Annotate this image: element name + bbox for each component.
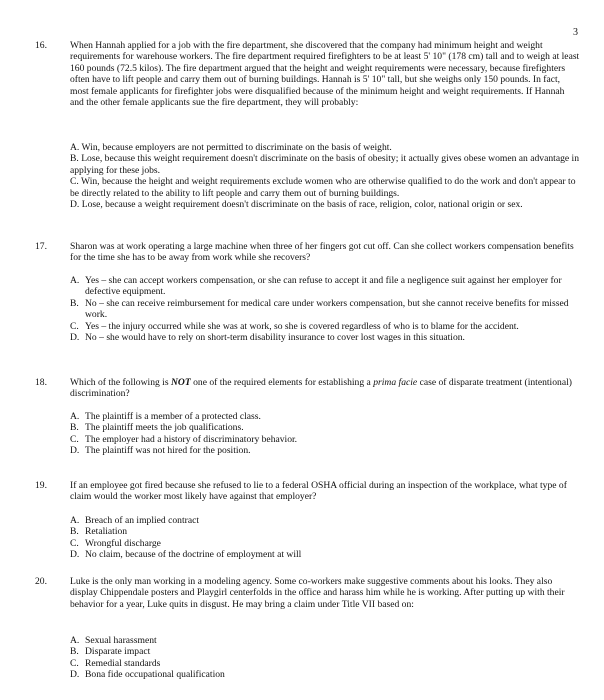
- option-letter: B.: [70, 526, 79, 538]
- option-letter: C.: [70, 320, 79, 332]
- question-stem: If an employee got fired because she refused to lie to a federal OSHA official during an inspection of the workplace, what type of claim would the worker most likely have against that employer?: [70, 480, 567, 503]
- option-b: [70, 646, 580, 657]
- option-a: A. Win, because employers are not permitted to discriminate on the basis of weight.: [70, 142, 392, 153]
- option-letter: C.: [70, 433, 79, 445]
- option-c: C. Win, because the height and weight requirements exclude women who are otherwise qualified to do the work and don't appear to be directly related to the ability to lift people and carry them out of burning buildings.: [70, 176, 576, 199]
- option-letter: B.: [70, 646, 79, 658]
- option-a: [70, 411, 580, 422]
- option-text: Yes – the injury occurred while she was at work, so she is covered regardless of who is to blame for the accident.: [85, 320, 519, 332]
- option-text: The plaintiff was not hired for the position.: [85, 445, 251, 457]
- options-list: [70, 411, 580, 457]
- option-a: [70, 515, 580, 526]
- option-b: [70, 526, 580, 537]
- question-number: 19.: [35, 480, 47, 491]
- option-a: [70, 275, 580, 298]
- option-letter: C.: [70, 537, 79, 549]
- option-text: No – she would have to rely on short-term disability insurance to cover lost wages in this situation.: [85, 332, 465, 344]
- question-number: 17.: [35, 241, 47, 252]
- stem-text: case of disparate treatment (intentional) discrimination?: [70, 377, 572, 400]
- options-list: [70, 142, 580, 210]
- option-text: Breach of an implied contract: [85, 515, 200, 526]
- option-letter: B.: [70, 297, 79, 309]
- option-text: Bona fide occupational qualification: [85, 669, 225, 681]
- option-text: Yes – she can accept workers compensation, or she can refuse to accept it and file a negligence suit against her employer for defective equipment.: [85, 275, 562, 298]
- option-text: Sexual harassment: [85, 635, 157, 646]
- option-c: [70, 538, 580, 549]
- options-list: [70, 635, 580, 681]
- option-text: Disparate impact: [85, 646, 151, 658]
- question-number: 16.: [35, 40, 47, 51]
- option-d: [70, 445, 580, 456]
- option-text: No claim, because of the doctrine of employment at will: [85, 549, 302, 561]
- option-letter: C.: [70, 657, 79, 669]
- option-b: B. Lose, because this weight requirement doesn't discriminate on the basis of obesity; it actually gives obese women an advantage in applying for these jobs.: [70, 153, 579, 176]
- option-text: Remedial standards: [85, 657, 161, 669]
- option-c: [70, 321, 580, 332]
- question-stem: Luke is the only man working in a modeling agency. Some co-workers make suggestive comments about his looks. They also display Chippendale posters and Playgirl centerfolds in the office and harass him while he is working. After putting up with their behavior for a year, Luke quits in disgust. He may bring a claim under Title VII based on:: [70, 576, 565, 610]
- option-d: [70, 669, 580, 680]
- option-text: Retaliation: [85, 526, 128, 538]
- option-b: [70, 298, 580, 321]
- option-text: Wrongful discharge: [85, 537, 161, 549]
- option-letter: A.: [70, 275, 80, 286]
- option-text: The employer had a history of discriminatory behavior.: [85, 433, 298, 445]
- stem-italic: prima facie: [373, 377, 418, 388]
- stem-text: one of the required elements for establishing a: [190, 377, 374, 388]
- option-letter: A.: [70, 411, 80, 422]
- question-number: 18.: [35, 377, 47, 388]
- option-text: No – she can receive reimbursement for medical care under workers compensation, but she cannot receive benefits for missed work.: [85, 297, 569, 321]
- option-c: [70, 434, 580, 445]
- option-letter: A.: [70, 515, 80, 526]
- option-d: D. Lose, because a weight requirement doesn't discriminate on the basis of race, religion, color, national origin or sex.: [70, 199, 523, 211]
- option-d: [70, 332, 580, 343]
- option-c: [70, 658, 580, 669]
- options-list: [70, 275, 580, 343]
- question-number: 20.: [35, 576, 47, 587]
- question-stem: When Hannah applied for a job with the fire department, she discovered that the company had minimum height and weight requirements for warehouse workers. The fire department required firefighters to be at least 5' 10" (178 cm) tall and to weigh at least 160 pounds (72.5 kilos). The fire department argued that the height and weight requirements were necessary, because firefighters often have to lift people and carry them out of burning buildings. Hannah is 5' 10" tall, but she weighs only 150 pounds. In fact, most female applicants for firefighter jobs were disqualified because of the minimum height and weight requirements. If Hannah and the other female applicants sue the fire department, they will probably:: [70, 40, 580, 109]
- option-text: The plaintiff meets the job qualifications.: [85, 422, 244, 434]
- option-letter: D.: [70, 549, 80, 561]
- option-b: [70, 422, 580, 433]
- option-letter: B.: [70, 422, 79, 434]
- option-a: [70, 635, 580, 646]
- option-letter: D.: [70, 332, 80, 344]
- option-letter: D.: [70, 669, 80, 681]
- option-d: [70, 549, 580, 560]
- question-stem: [70, 377, 580, 400]
- stem-emphasis: NOT: [170, 377, 191, 388]
- page-number: 3: [573, 27, 578, 38]
- question-stem: Sharon was at work operating a large machine when three of her fingers got cut off. Can she collect workers compensation benefits for the time she has to be away from work while she recovers?: [70, 241, 574, 264]
- options-list: [70, 515, 580, 561]
- option-letter: D.: [70, 445, 80, 457]
- option-letter: A.: [70, 635, 80, 646]
- option-text: The plaintiff is a member of a protected class.: [85, 411, 261, 422]
- stem-text: Which of the following is: [70, 377, 171, 388]
